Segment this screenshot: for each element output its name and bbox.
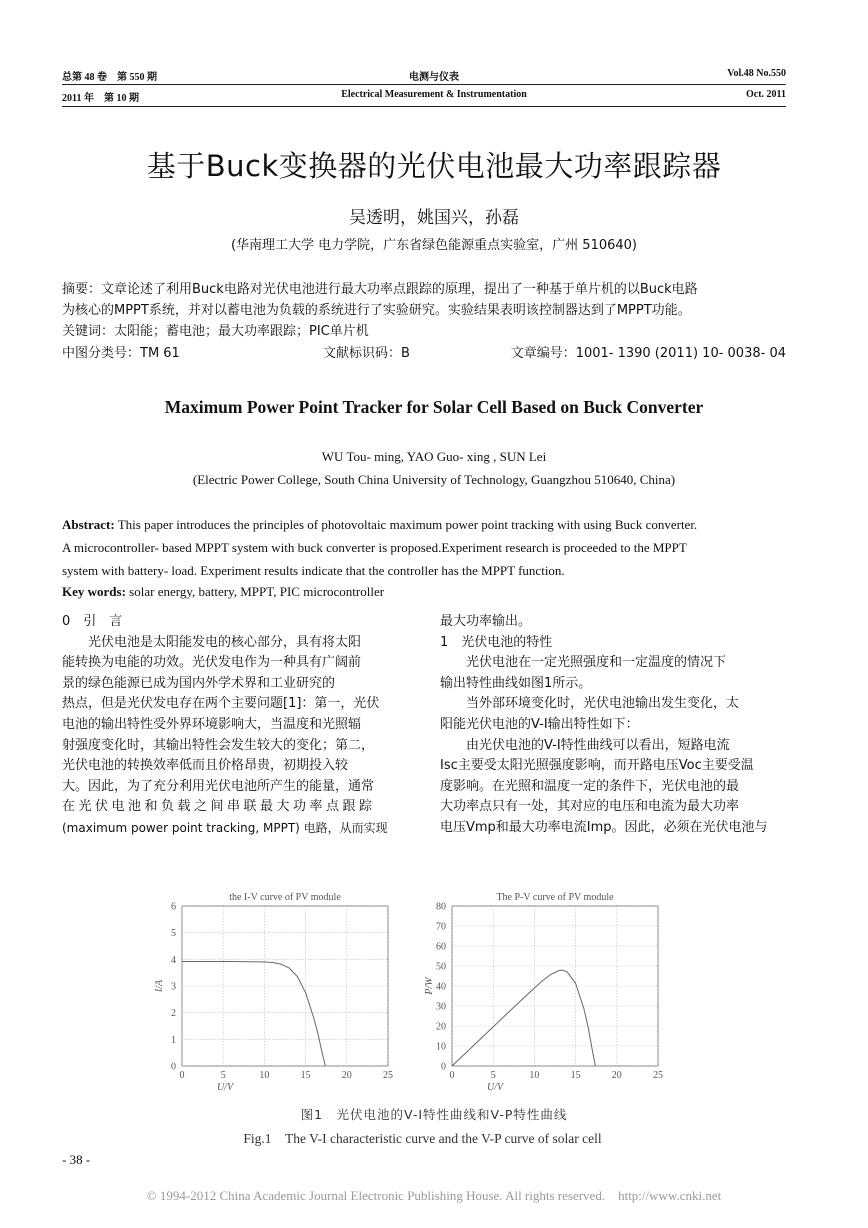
body-right-line: 当外部环境变化时，光伏电池输出发生变化，太 (466, 696, 740, 712)
pv-ytick-label: 20 (436, 1021, 446, 1033)
iv-ytick-label: 2 (171, 1008, 176, 1020)
header-journal-cn: 电测与仪表 (409, 72, 459, 83)
iv-chart-title: the I-V curve of PV module (229, 892, 341, 903)
keywords-cn: 关键词：太阳能；蓄电池；最大功率跟踪；PIC单片机 (62, 324, 369, 339)
section-0-heading: 0 引 言 (62, 614, 123, 629)
body-left-line: 能转换为电能的功效。光伏发电作为一种具有广阔前 (62, 655, 362, 671)
pv-xtick-label: 25 (653, 1070, 663, 1081)
iv-ylabel: I/A (154, 979, 165, 993)
pv-ytick-label: 70 (436, 921, 446, 933)
iv-xtick-label: 25 (383, 1070, 393, 1081)
abstract-cn-line2: 为核心的MPPT系统，并对以蓄电池为负载的系统进行了实验研究。实验结果表明该控制器达到了MPPT功能。 (62, 303, 691, 318)
clc-number: 中图分类号：TM 61 (62, 346, 180, 361)
header-rule-bottom (62, 106, 786, 107)
iv-ytick-label: 1 (171, 1034, 176, 1046)
english-abstract-line2: A microcontroller- based MPPT system with buck converter is proposed.Experiment research is proceeded to the MPPT (62, 540, 687, 555)
english-title: Maximum Power Point Tracker for Solar Cell Based on Buck Converter (164, 397, 704, 417)
pv-curve-chart (420, 884, 680, 1092)
body-left-line: 电池的输出特性受外界环境影响大，当温度和光照辐 (62, 716, 362, 732)
pv-ytick-label: 60 (436, 941, 446, 953)
iv-curve-chart (150, 884, 410, 1092)
figure-caption-en: Fig.1 The V-I characteristic curve and the V-P curve of solar cell (243, 1131, 602, 1146)
body-left-line: 光伏电池的转换效率低而且价格昂贵，初期投入较 (62, 758, 349, 774)
iv-ytick-label: 3 (171, 981, 176, 993)
iv-xtick-label: 15 (300, 1070, 311, 1081)
pv-xtick-label: 5 (490, 1070, 496, 1081)
body-right-column (440, 612, 786, 839)
body-left-column (62, 612, 408, 839)
body-right-line: Isc主要受太阳光照强度影响，而开路电压Voc主要受温 (440, 758, 754, 774)
iv-ytick-label: 5 (171, 928, 176, 940)
body-right-line: 光伏电池在一定光照强度和一定温度的情况下 (466, 655, 727, 671)
pv-xtick-label: 15 (570, 1070, 581, 1081)
pv-xtick-label: 0 (449, 1070, 455, 1081)
iv-series-line (182, 962, 325, 1067)
english-authors: WU Tou- ming, YAO Guo- xing , SUN Lei (321, 449, 547, 464)
body-right-line: 大功率点只有一处，其对应的电压和电流为最大功率 (440, 799, 740, 815)
english-affiliation: (Electric Power College, South China University of Technology, Guangzhou 510640, China) (192, 472, 676, 487)
pv-ylabel: P/W (424, 977, 435, 995)
body-left-line: 光伏电池是太阳能发电的核心部分，具有将太阳 (88, 634, 362, 650)
pv-ytick-label: 80 (436, 901, 446, 913)
pv-ytick-label: 30 (436, 1001, 446, 1013)
body-right-line: 电压Vmp和最大功率电流Imp。因此，必须在光伏电池与 (440, 819, 768, 835)
body-right-line: 度影响。在光照和温度一定的条件下，光伏电池的最 (440, 778, 740, 794)
header-date: Oct. 2011 (746, 89, 786, 100)
copyright-footer: © 1994-2012 China Academic Journal Electronic Publishing House. All rights reserved. http://www.cnki.net (146, 1188, 722, 1203)
figure-caption-cn: 图1 光伏电池的V-I特性曲线和V-P特性曲线 (300, 1107, 568, 1122)
body-right-line: 由光伏电池的V-I特性曲线可以看出，短路电流 (466, 737, 730, 753)
iv-ytick-label: 4 (171, 954, 176, 966)
iv-xtick-label: 10 (259, 1070, 270, 1081)
pv-xlabel: U/V (486, 1082, 504, 1092)
body-right-line: 阳能光伏电池的V-I输出特性如下： (440, 716, 639, 732)
abstract-label: Abstract: (62, 517, 115, 532)
pv-chart-title: The P-V curve of PV module (496, 892, 614, 903)
body-left-line: 热点，但是光伏发电存在两个主要问题[1]：第一，光伏 (62, 696, 380, 712)
keywords-text: solar energy, battery, MPPT, PIC microcontroller (125, 584, 385, 599)
pv-xtick-label: 10 (529, 1070, 540, 1081)
pv-ytick-label: 0 (441, 1061, 446, 1073)
paper-title: 基于Buck变换器的光伏电池最大功率跟踪器 (146, 149, 722, 183)
pv-ytick-label: 50 (436, 961, 446, 973)
iv-xtick-label: 0 (179, 1070, 185, 1081)
pv-ytick-label: 40 (436, 981, 446, 993)
header-year-issue: 2011 年 第 10 期 (62, 93, 139, 104)
body-right-line: 输出特性曲线如图1所示。 (440, 675, 592, 691)
pv-ytick-label: 10 (436, 1041, 446, 1053)
abstract-cn-line1: 摘要：文章论述了利用Buck电路对光伏电池进行最大功率点跟踪的原理，提出了一种基于单片机的以Buck电路 (62, 282, 698, 297)
keywords-label: Key words: (62, 584, 126, 599)
article-number: 文章编号：1001- 1390 (2011) 10- 0038- 04 (510, 346, 786, 361)
header-vol-no: Vol.48 No.550 (727, 68, 786, 79)
header-volume: 总第 48 卷 第 550 期 (62, 72, 157, 83)
iv-ytick-label: 0 (171, 1061, 176, 1073)
document-code: 文献标识码：B (323, 346, 410, 361)
english-abstract-line3: system with battery- load. Experiment results indicate that the controller has the MPPT function. (62, 563, 565, 578)
header-journal-en: Electrical Measurement & Instrumentation (341, 89, 527, 100)
body-left-line: 在光伏电池和负载之间串联最大功率点跟踪 (62, 799, 376, 815)
body-left-line: 大。因此，为了充分利用光伏电池所产生的能量，通常 (62, 778, 375, 794)
body-left-line: 景的绿色能源已成为国内外学术界和工业研究的 (62, 675, 336, 691)
english-abstract-line1 (62, 515, 792, 535)
paper-authors: 吴透明，姚国兴，孙磊 (349, 208, 519, 228)
section-1-heading: 1 光伏电池的特性 (440, 634, 553, 650)
pv-xtick-label: 20 (611, 1070, 622, 1081)
body-right-line: 最大功率输出。 (440, 614, 532, 629)
iv-xtick-label: 20 (341, 1070, 352, 1081)
body-left-line: (maximum power point tracking, MPPT) 电路，从而实现 (62, 820, 388, 835)
page-number: - 38 - (62, 1152, 91, 1167)
iv-ytick-label: 6 (171, 901, 176, 913)
iv-xtick-label: 5 (220, 1070, 226, 1081)
paper-affiliation: (华南理工大学 电力学院，广东省绿色能源重点实验室，广州 510640) (230, 238, 638, 253)
header-rule-top (62, 84, 786, 85)
iv-xlabel: U/V (216, 1082, 234, 1092)
abstract-text-1: This paper introduces the principles of photovoltaic maximum power point tracking with using Buck converter. (114, 517, 698, 532)
pv-series-line (452, 970, 595, 1066)
body-left-line: 射强度变化时，其输出特性会发生较大的变化；第二， (62, 737, 375, 753)
english-keywords (62, 582, 384, 602)
